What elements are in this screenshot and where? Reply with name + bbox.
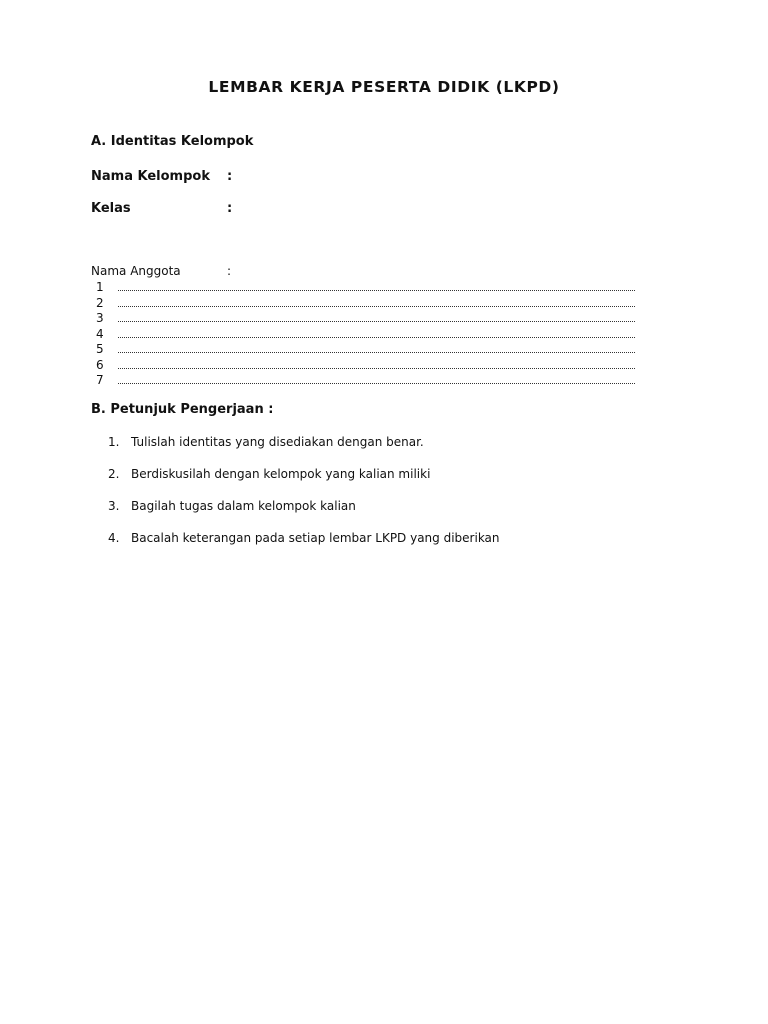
member-dotted-line (118, 352, 635, 353)
member-dotted-line (118, 290, 635, 291)
member-number: 3 (96, 311, 104, 325)
section-a-heading: A. Identitas Kelompok (91, 134, 254, 149)
member-number: 4 (96, 326, 104, 341)
instruction-number: 2. (108, 467, 120, 481)
members-colon: : (227, 264, 232, 278)
class-colon: : (227, 201, 233, 216)
member-dotted-line (118, 337, 635, 338)
instruction-text: Tulislah identitas yang disediakan dengan benar. (131, 435, 424, 449)
class-label: Kelas (91, 201, 131, 216)
member-row (91, 311, 635, 326)
instruction-text: Bacalah keterangan pada setiap lembar LKPD yang diberikan (131, 531, 500, 545)
instruction-text: Bagilah tugas dalam kelompok kalian (131, 499, 356, 513)
member-dotted-line (118, 383, 635, 384)
members-label: Nama Anggota (91, 264, 181, 278)
instruction-number: 3. (108, 499, 120, 513)
member-dotted-line (118, 306, 635, 307)
instruction-number: 4. (108, 531, 120, 545)
member-number: 6 (96, 357, 104, 372)
member-row (91, 342, 635, 357)
member-row (91, 296, 635, 311)
member-number: 1 (96, 280, 104, 294)
member-row (91, 358, 635, 373)
member-number: 2 (96, 295, 104, 310)
instruction-text: Berdiskusilah dengan kelompok yang kalian miliki (131, 467, 431, 481)
group-name-colon: : (227, 169, 233, 184)
member-dotted-line (118, 321, 635, 322)
section-b-heading: B. Petunjuk Pengerjaan : (91, 402, 274, 417)
member-row (91, 327, 635, 342)
document-title: LEMBAR KERJA PESERTA DIDIK (LKPD) (208, 78, 560, 96)
member-number: 5 (96, 342, 104, 356)
member-row (91, 373, 635, 388)
member-row (91, 280, 635, 295)
member-number: 7 (96, 373, 104, 387)
member-dotted-line (118, 368, 635, 369)
group-name-label: Nama Kelompok (91, 169, 210, 184)
instruction-number: 1. (108, 435, 120, 449)
